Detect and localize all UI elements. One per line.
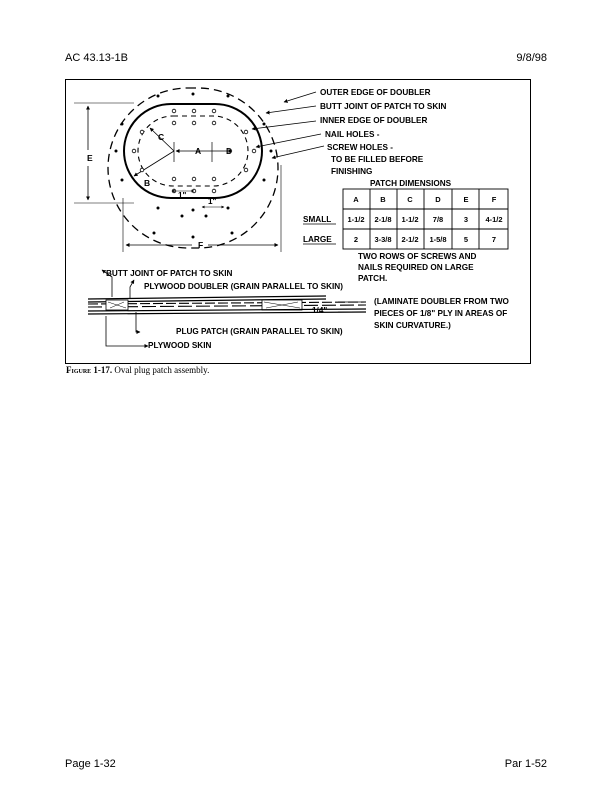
laminate-note-line-2: PIECES OF 1/8" PLY IN AREAS OF xyxy=(374,309,508,318)
figure-caption xyxy=(66,365,209,375)
table-header-e: E xyxy=(463,195,469,204)
section-label-plywood-skin: PLYWOOD SKIN xyxy=(148,341,212,350)
spacing-label-1: 1" xyxy=(178,191,187,200)
table-header-d: D xyxy=(435,195,441,204)
dim-b-label: B xyxy=(144,178,151,188)
callout-inner-edge: INNER EDGE OF DOUBLER xyxy=(320,116,428,125)
section-label-butt-joint: BUTT JOINT OF PATCH TO SKIN xyxy=(106,269,233,278)
table-cell: 5 xyxy=(463,235,469,244)
oval-plug-patch-drawing xyxy=(66,80,532,365)
section-label-plug-patch: PLUG PATCH (GRAIN PARALLEL TO SKIN) xyxy=(176,327,343,336)
note-line-3: PATCH. xyxy=(358,274,388,283)
table-cell: 7/8 xyxy=(432,215,444,224)
laminate-note-line-1: (LAMINATE DOUBLER FROM TWO xyxy=(374,297,509,306)
table-header-a: A xyxy=(353,195,359,204)
dim-c-label: C xyxy=(158,132,165,142)
patch-dimensions-table xyxy=(343,189,508,249)
header-doc-id: AC 43.13-1B xyxy=(65,52,128,64)
header-date: 9/8/98 xyxy=(516,52,547,64)
spacing-label-2: 1" xyxy=(208,197,217,206)
dim-e-label: E xyxy=(87,153,93,163)
screw-holes xyxy=(115,93,273,239)
table-header-b: B xyxy=(380,195,386,204)
laminate-note-line-3: SKIN CURVATURE.) xyxy=(374,321,451,330)
dim-a-label: A xyxy=(195,146,202,156)
dim-d-label: D xyxy=(226,146,233,156)
footer-page: Page 1-32 xyxy=(65,758,116,770)
caption-number: 1-17. xyxy=(93,365,113,375)
callout-outer-edge: OUTER EDGE OF DOUBLER xyxy=(320,88,431,97)
section-label-plywood-doubler: PLYWOOD DOUBLER (GRAIN PARALLEL TO SKIN) xyxy=(144,282,343,291)
table-header-f: F xyxy=(491,195,497,204)
table-cell: 4-1/2 xyxy=(485,215,503,224)
table-title: PATCH DIMENSIONS xyxy=(370,179,452,188)
table-cell: 2-1/2 xyxy=(401,235,419,244)
dim-f-label: F xyxy=(198,240,204,250)
section-label-thickness: 1/4" xyxy=(312,306,328,315)
table-header-c: C xyxy=(407,195,413,204)
table-cell: 1-1/2 xyxy=(347,215,365,224)
table-cell: 1-5/8 xyxy=(429,235,447,244)
caption-text: Oval plug patch assembly. xyxy=(114,365,210,375)
callout-butt-joint: BUTT JOINT OF PATCH TO SKIN xyxy=(320,102,447,111)
callout-nail-holes: NAIL HOLES - xyxy=(325,130,380,139)
table-cell: 1-1/2 xyxy=(401,215,419,224)
footer-paragraph: Par 1-52 xyxy=(504,758,547,770)
table-cell: 7 xyxy=(491,235,497,244)
table-cell: 2 xyxy=(353,235,359,244)
note-line-1: TWO ROWS OF SCREWS AND xyxy=(358,252,477,261)
table-cell: 2-1/8 xyxy=(374,215,392,224)
callout-fill-2: FINISHING xyxy=(331,167,373,176)
figure-box xyxy=(65,79,531,364)
callout-fill-1: TO BE FILLED BEFORE xyxy=(331,155,424,164)
table-cell: 3 xyxy=(463,215,469,224)
caption-label: Figure xyxy=(66,365,92,375)
table-cell: 3-3/8 xyxy=(374,235,392,244)
note-line-2: NAILS REQUIRED ON LARGE xyxy=(358,263,474,272)
callout-screw-holes: SCREW HOLES - xyxy=(327,143,393,152)
row-label-large: LARGE xyxy=(303,235,332,244)
row-label-small: SMALL xyxy=(303,215,332,224)
